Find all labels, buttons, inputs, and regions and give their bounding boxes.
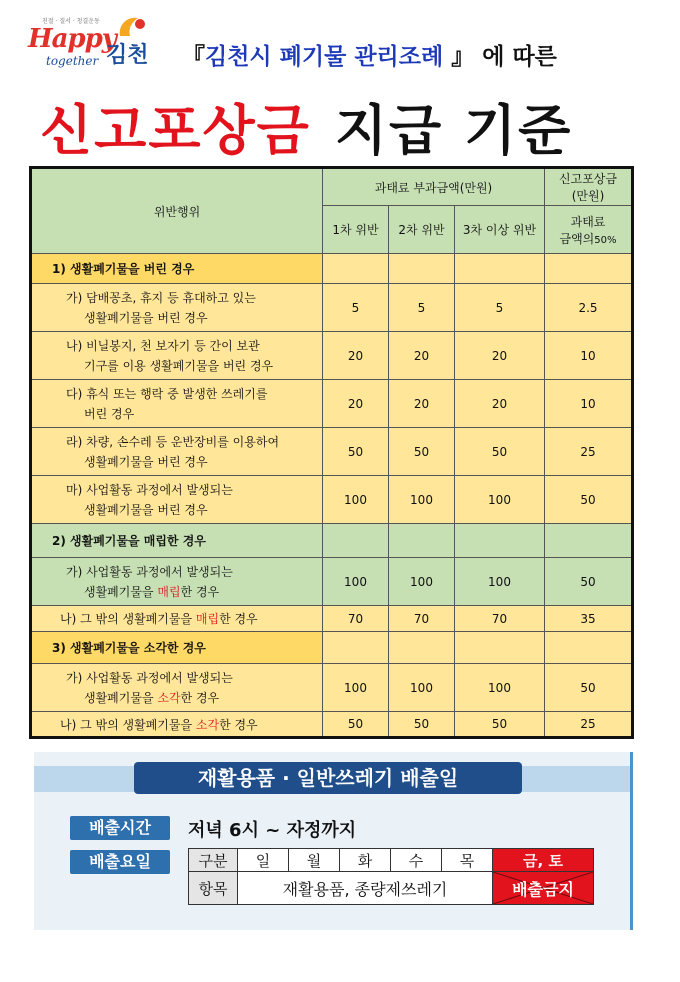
header-3rd: 3차 이상 위반 <box>455 206 545 254</box>
row-desc-line1: 라) 차량, 손수레 등 운반장비를 이용하여 <box>66 434 280 449</box>
value-2nd: 50 <box>389 712 455 738</box>
row-desc-line1: 마) 사업활동 과정에서 발생되는 <box>66 482 233 497</box>
section-title: 1) 생활폐기물을 버린 경우 <box>31 254 323 284</box>
value-2nd: 20 <box>389 332 455 380</box>
value-3rd: 50 <box>455 428 545 476</box>
time-value: 저녁 6시 ~ 자정까지 <box>188 820 357 841</box>
section-title: 3) 생활폐기물을 소각한 경우 <box>31 632 323 664</box>
table-row <box>31 664 633 712</box>
day-cell: 화 <box>340 849 391 872</box>
value-3rd: 100 <box>455 476 545 524</box>
value-2nd: 50 <box>389 428 455 476</box>
value-1st: 100 <box>323 664 389 712</box>
value-2nd: 100 <box>389 476 455 524</box>
header-reward-sub-line1: 과태료 <box>570 214 606 229</box>
row-desc-line2-pre: 생활폐기물을 <box>84 584 158 599</box>
table-row <box>31 428 633 476</box>
value-2nd: 5 <box>389 284 455 332</box>
logo-happy: Happy <box>28 24 116 54</box>
day-cell: 월 <box>289 849 340 872</box>
logo-swoosh-icon <box>114 14 150 40</box>
row-desc-highlight: 매립 <box>195 612 220 626</box>
row-desc-line1: 가) 사업활동 과정에서 발생되는 <box>66 564 233 579</box>
value-reward: 50 <box>545 476 633 524</box>
table-row <box>31 332 633 380</box>
header-2nd: 2차 위반 <box>389 206 455 254</box>
table-row <box>31 712 633 738</box>
header-1st: 1차 위반 <box>323 206 389 254</box>
value-1st: 20 <box>323 380 389 428</box>
title-black: 지급 기준 <box>334 99 573 162</box>
row-desc-line1: 다) 휴식 또는 행락 중 발생한 쓰레기를 <box>66 386 268 401</box>
section-title: 2) 생활폐기물을 매립한 경우 <box>31 524 323 558</box>
day-cell: 목 <box>442 849 493 872</box>
subtitle-rest: 에 따른 <box>482 44 557 70</box>
value-3rd: 20 <box>455 380 545 428</box>
value-1st: 100 <box>323 558 389 606</box>
logo-slogan: 친절 · 질서 · 청결운동 <box>42 18 100 25</box>
value-3rd: 50 <box>455 712 545 738</box>
row-desc-highlight: 소각 <box>195 717 220 732</box>
day-cell: 일 <box>238 849 289 872</box>
value-3rd: 20 <box>455 332 545 380</box>
day-tag: 배출요일 <box>70 850 170 874</box>
schedule-panel <box>34 752 633 930</box>
subtitle-close-bracket: 』 <box>451 44 475 70</box>
row-desc-line2-post: 한 경우 <box>180 584 220 599</box>
banned-days: 금, 토 <box>493 849 594 872</box>
value-1st: 100 <box>323 476 389 524</box>
value-reward: 25 <box>545 428 633 476</box>
row-desc-post: 한 경우 <box>219 717 258 732</box>
value-reward: 50 <box>545 558 633 606</box>
item-value: 재활용품, 종량제쓰레기 <box>238 872 493 905</box>
table-row <box>31 380 633 428</box>
value-reward: 2.5 <box>545 284 633 332</box>
header-reward-sub-pct: 50% <box>594 234 617 246</box>
value-3rd: 5 <box>455 284 545 332</box>
value-3rd: 70 <box>455 606 545 632</box>
row-desc-line1: 나) 비닐봉지, 천 보자기 등 간이 보관 <box>66 338 260 353</box>
value-1st: 5 <box>323 284 389 332</box>
value-3rd: 100 <box>455 664 545 712</box>
page-subtitle <box>182 38 557 71</box>
value-reward: 25 <box>545 712 633 738</box>
row-desc-highlight: 매립 <box>157 584 181 599</box>
reward-table <box>29 166 634 739</box>
row-desc-line2: 생활폐기물을 버린 경우 <box>84 310 208 325</box>
value-2nd: 70 <box>389 606 455 632</box>
row-desc-line1: 가) 사업활동 과정에서 발생되는 <box>66 670 233 685</box>
row-desc-pre: 나) 그 밖의 생활폐기물을 <box>60 717 196 732</box>
value-1st: 50 <box>323 712 389 738</box>
value-1st: 70 <box>323 606 389 632</box>
item-row-label: 항목 <box>189 872 238 905</box>
row-desc-line2-pre: 생활폐기물을 <box>84 690 158 705</box>
header-reward <box>545 168 633 206</box>
table-row <box>31 606 633 632</box>
value-reward: 10 <box>545 332 633 380</box>
value-1st: 20 <box>323 332 389 380</box>
banned-cell <box>493 872 594 905</box>
subtitle-ordinance: 김천시 폐기물 관리조례 <box>205 44 444 70</box>
table-row <box>31 558 633 606</box>
page-title <box>40 88 572 165</box>
row-desc-highlight: 소각 <box>157 690 181 705</box>
row-desc-post: 한 경우 <box>219 612 258 626</box>
row-desc-line2: 생활폐기물을 버린 경우 <box>84 502 208 517</box>
kimcheon-logo <box>28 14 158 74</box>
day-header-label: 구분 <box>189 849 238 872</box>
value-reward: 35 <box>545 606 633 632</box>
schedule-title: 재활용품 · 일반쓰레기 배출일 <box>134 762 522 794</box>
header-violation: 위반행위 <box>31 168 323 254</box>
row-desc-line2-post: 한 경우 <box>180 690 220 705</box>
value-reward: 10 <box>545 380 633 428</box>
day-table <box>188 848 594 905</box>
header-reward-line2: (만원) <box>571 189 605 203</box>
value-2nd: 20 <box>389 380 455 428</box>
title-red: 신고포상금 <box>40 99 311 162</box>
header-reward-sub-line2: 금액의 <box>559 231 595 246</box>
row-desc-line2: 생활폐기물을 버린 경우 <box>84 454 208 469</box>
header-reward-sub <box>545 206 633 254</box>
row-desc-line2: 버린 경우 <box>84 406 135 421</box>
logo-together: together <box>46 54 99 68</box>
logo-city: 김천 <box>106 43 149 68</box>
table-row <box>31 476 633 524</box>
value-2nd: 100 <box>389 664 455 712</box>
value-2nd: 100 <box>389 558 455 606</box>
day-cell: 수 <box>391 849 442 872</box>
table-row <box>31 284 633 332</box>
subtitle-open-bracket: 『 <box>182 44 205 70</box>
value-reward: 50 <box>545 664 633 712</box>
header-reward-line1: 신고포상금 <box>559 172 617 186</box>
banned-label: 배출금지 <box>512 879 574 899</box>
row-desc-line1: 가) 담배꽁초, 휴지 등 휴대하고 있는 <box>66 290 256 305</box>
row-desc-pre: 나) 그 밖의 생활폐기물을 <box>60 612 196 626</box>
header-fine: 과태료 부과금액(만원) <box>323 168 545 206</box>
value-1st: 50 <box>323 428 389 476</box>
row-desc-line2: 기구를 이용 생활폐기물을 버린 경우 <box>84 358 274 373</box>
value-3rd: 100 <box>455 558 545 606</box>
time-tag: 배출시간 <box>70 816 170 840</box>
